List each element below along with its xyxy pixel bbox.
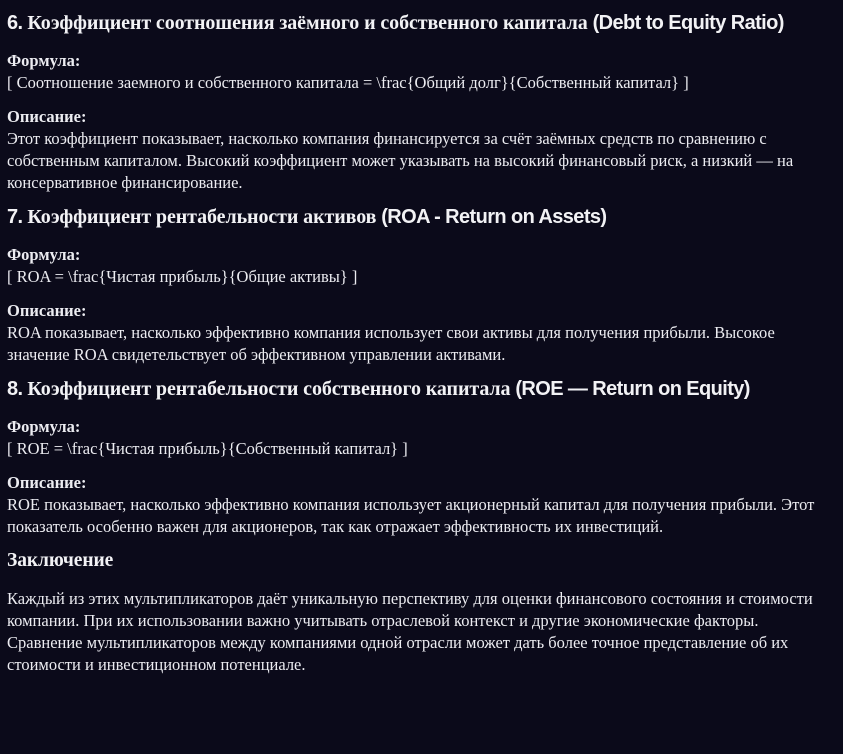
formula-label: Формула: (7, 245, 81, 264)
description-text: Этот коэффициент показывает, насколько компания финансируется за счёт заёмных средств по сравнению с собственным капиталом. Высокий коэффициент может указывать на высокий финансовый риск, а низкий — на консервативное финансирование. (7, 129, 794, 192)
formula-label: Формула: (7, 417, 81, 436)
section-title-latin: (ROE — Return on Equity) (515, 378, 750, 400)
description-block (7, 472, 836, 538)
formula-block (7, 50, 836, 94)
conclusion-text: Каждый из этих мультипликаторов даёт уникальную перспективу для оценки финансового состояния и стоимости компании. При их использовании важно учитывать отраслевой контекст и другие экономические факторы. Сравнение мультипликаторов между компаниями одной отрасли может дать более точное представление об их стоимости и инвестиционном потенциале. (7, 589, 813, 674)
section-heading (7, 376, 836, 402)
section-heading (7, 0, 836, 36)
description-label: Описание: (7, 473, 87, 492)
section-number: 6. (7, 12, 23, 34)
formula-label: Формула: (7, 51, 81, 70)
description-text: ROA показывает, насколько эффективно компания использует свои активы для получения прибыли. Высокое значение ROA свидетельствует об эффективном управлении активами. (7, 323, 775, 364)
description-label: Описание: (7, 107, 87, 126)
section-title: Коэффициент рентабельности собственного капитала (27, 378, 511, 400)
section-title-latin: (Debt to Equity Ratio) (592, 12, 784, 34)
section-debt-to-equity (7, 0, 836, 194)
section-title: Коэффициент рентабельности активов (27, 206, 377, 228)
formula-block (7, 416, 836, 460)
conclusion-heading: Заключение (7, 550, 114, 571)
description-label: Описание: (7, 301, 87, 320)
description-block (7, 300, 836, 366)
formula-text: [ Соотношение заемного и собственного капитала = \frac{Общий долг}{Собственный капитал} ] (7, 73, 689, 92)
section-heading (7, 204, 836, 230)
section-title-latin: (ROA - Return on Assets) (381, 206, 607, 228)
description-block (7, 106, 836, 194)
formula-text: [ ROE = \frac{Чистая прибыль}{Собственный капитал} ] (7, 439, 408, 458)
section-conclusion (7, 548, 836, 676)
description-text: ROE показывает, насколько эффективно компания использует акционерный капитал для получения прибыли. Этот показатель особенно важен для акционеров, так как отражает эффективность их инвестиций. (7, 495, 815, 536)
section-number: 7. (7, 206, 23, 228)
section-roa (7, 204, 836, 366)
section-title: Коэффициент соотношения заёмного и собственного капитала (27, 12, 588, 34)
section-roe (7, 376, 836, 538)
formula-text: [ ROA = \frac{Чистая прибыль}{Общие активы} ] (7, 267, 358, 286)
section-number: 8. (7, 378, 23, 400)
formula-block (7, 244, 836, 288)
